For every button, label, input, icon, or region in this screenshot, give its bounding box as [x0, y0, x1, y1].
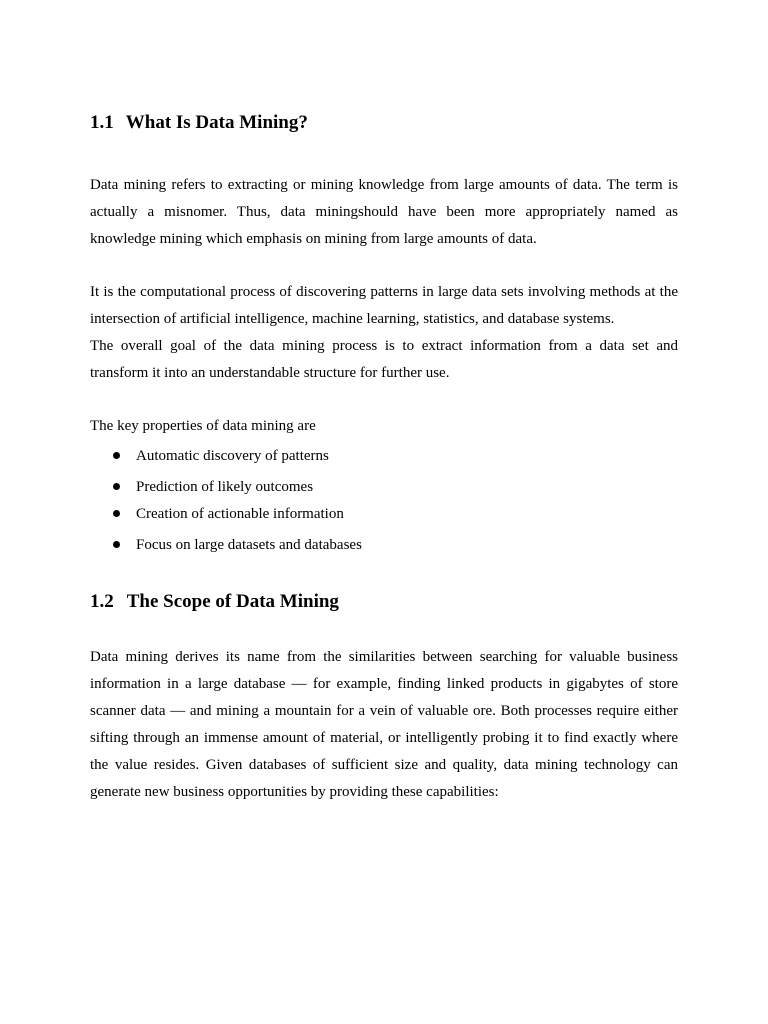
text-line: generate new business opportunities by providing these capabilities:	[90, 784, 499, 800]
text-line: sifting through an immense amount of material, or intelligently probing it to find exactly where	[90, 730, 678, 746]
text-line: the value resides. Given databases of sufficient size and quality, data mining technology can	[90, 757, 678, 773]
list-item-text: Automatic discovery of patterns	[136, 448, 329, 464]
section-heading-1-1	[90, 112, 308, 134]
section-heading-1-2	[90, 591, 339, 613]
list-item-text: Focus on large datasets and databases	[136, 537, 362, 553]
bullet-icon	[113, 452, 120, 459]
paragraph-definition	[90, 172, 678, 253]
text-line: Data mining derives its name from the similarities between searching for valuable business	[90, 649, 678, 665]
bullet-icon	[113, 510, 120, 517]
text-line: scanner data — and mining a mountain for a vein of valuable ore. Both processes require either	[90, 703, 678, 719]
paragraph-overall-goal	[90, 333, 678, 387]
list-intro: The key properties of data mining are	[90, 418, 316, 434]
bullet-icon	[113, 483, 120, 490]
paragraph-scope	[90, 644, 678, 806]
section-number: 1.1	[90, 112, 114, 133]
text-line: transform it into an understandable structure for further use.	[90, 365, 450, 381]
text-line: information in a large database — for example, finding linked products in gigabytes of store	[90, 676, 678, 692]
text-line: Data mining refers to extracting or mining knowledge from large amounts of data. The term is	[90, 177, 678, 193]
section-title: What Is Data Mining?	[125, 112, 308, 133]
section-number: 1.2	[90, 591, 114, 612]
list-item-text: Prediction of likely outcomes	[136, 479, 314, 495]
bullet-icon	[113, 541, 120, 548]
section-title: The Scope of Data Mining	[126, 591, 339, 612]
text-line: intersection of artificial intelligence, machine learning, statistics, and database systems.	[90, 311, 615, 327]
text-line: knowledge mining which emphasis on mining from large amounts of data.	[90, 231, 537, 247]
list-item-text: Creation of actionable information	[136, 506, 344, 522]
paragraph-computational-process	[90, 279, 678, 333]
text-line: It is the computational process of discovering patterns in large data sets involving methods at the	[90, 284, 678, 300]
text-line: actually a misnomer. Thus, data miningshould have been more appropriately named as	[90, 204, 678, 220]
text-line: The overall goal of the data mining process is to extract information from a data set and	[90, 338, 678, 354]
